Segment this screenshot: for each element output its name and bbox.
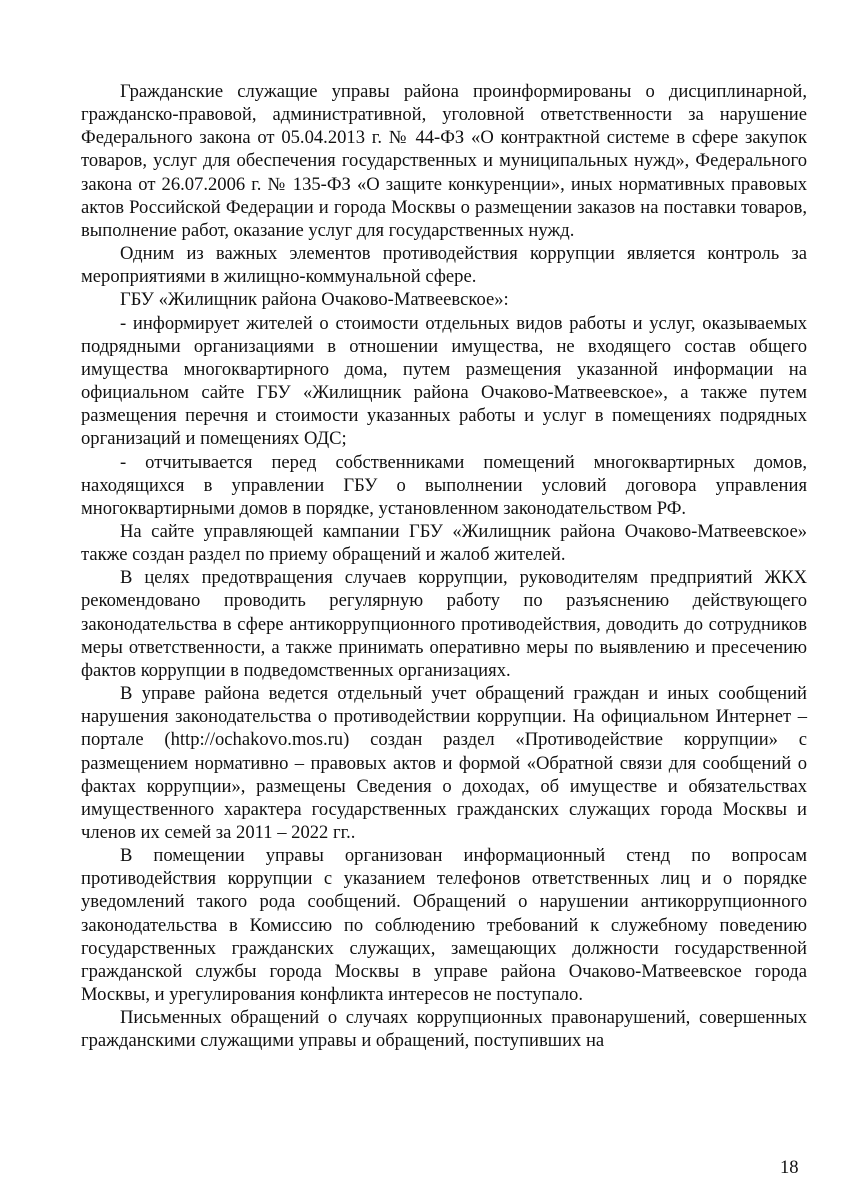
page-number: 18	[780, 1157, 799, 1178]
paragraph-ethics-notice: Гражданские служащие управы района проинформированы о дисциплинарной, гражданско-правовой, административной, уголовной ответственности за нарушение Федерального закона от 05.04.2013 г. № 44-ФЗ «О контрактной системе в сфере закупок товаров, услуг для обеспечения государственных и муниципальных нужд», Федерального закона от 26.07.2006 г. № 135-ФЗ «О защите конкуренции», иных нормативных правовых актов Российской Федерации и города Москвы о размещении заказов на поставки товаров, выполнение работ, оказание услуг для государственных нужд.	[81, 81, 807, 241]
paragraph-gbu-informs: - информирует жителей о стоимости отдельных видов работы и услуг, оказываемых подрядными организациями в отношении имущества, не входящего состав общего имущества многоквартирного дома, путем размещения указанной информации на официальном сайте ГБУ «Жилищник района Очаково-Матвеевское», а также путем размещения перечня и стоимости указанных работы и услуг в помещениях подрядных организаций и помещениях ОДС;	[81, 312, 807, 450]
paragraph-info-stand: В помещении управы организован информационный стенд по вопросам противодействия коррупции с указанием телефонов ответственных лиц и о порядке уведомлений такого рода сообщений. Обращений о нарушении антикоррупционного законодательства в Комиссию по соблюдению требований к служебному поведению государственных гражданских служащих, замещающих должности государственной гражданской службы города Москвы в управе района Очаково-Матвеевское города Москвы, и урегулирования конфликта интересов не поступало.	[81, 845, 807, 1006]
paragraph-website-section: На сайте управляющей кампании ГБУ «Жилищник района Очаково-Матвеевское» также создан раздел по приему обращений и жалоб жителей.	[81, 520, 807, 566]
paragraph-gbu-heading: ГБУ «Жилищник района Очаково-Матвеевское»:	[120, 289, 509, 311]
paragraph-written-appeals: Письменных обращений о случаях коррупционных правонарушений, совершенных гражданскими служащими управы и обращений, поступивших на	[81, 1007, 807, 1052]
document-body	[81, 80, 807, 1053]
paragraph-housing-control: Одним из важных элементов противодействия коррупции является контроль за мероприятиями в жилищно-коммунальной сфере.	[81, 243, 807, 288]
paragraph-gbu-reports: - отчитывается перед собственниками помещений многоквартирных домов, находящихся в управлении ГБУ о выполнении условий договора управления многоквартирными домов в порядке, установленном законодательством РФ.	[81, 451, 807, 519]
paragraph-prevention: В целях предотвращения случаев коррупции, руководителям предприятий ЖКХ рекомендовано проводить регулярную работу по разъяснению действующего законодательства в сфере антикоррупционного противодействия, доводить до сотрудников меры ответственности, а также принимать оперативно меры по выявлению и пресечению фактов коррупции в подведомственных организациях.	[81, 567, 807, 681]
paragraph-appeals-accounting: В управе района ведется отдельный учет обращений граждан и иных сообщений нарушения законодательства о противодействии коррупции. На официальном Интернет – портале (http://ochakovo.mos.ru) создан раздел «Противодействие коррупции» с размещением нормативно – правовых актов и формой «Обратной связи для сообщений о фактах коррупции», размещены Сведения о доходах, об имуществе и обязательствах имущественного характера государственных гражданских служащих города Москвы и членов их семей за 2011 – 2022 гг..	[81, 683, 807, 843]
